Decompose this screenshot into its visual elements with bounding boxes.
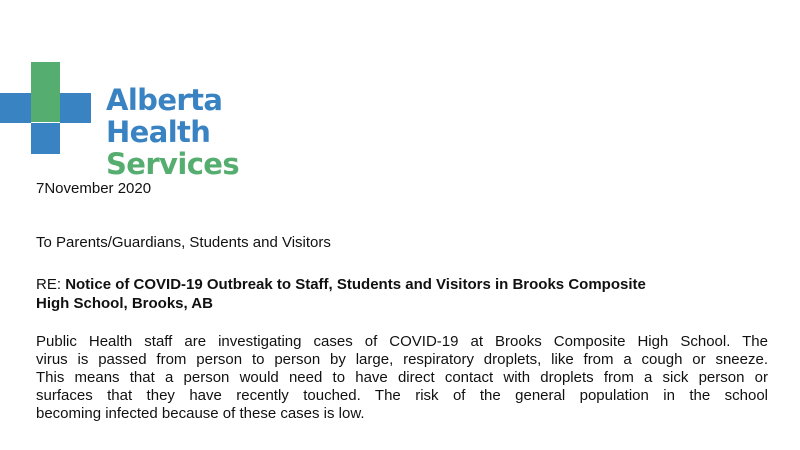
body-line-5: becoming infected because of these cases is low. (36, 405, 365, 422)
ahs-wordmark-line1: Alberta Health (106, 83, 223, 149)
body-line-3: This means that a person would need to have direct contact with droplets from a sick person or (36, 369, 768, 386)
subject-line-1 (36, 275, 646, 294)
letter-salutation: To Parents/Guardians, Students and Visitors (36, 234, 331, 251)
subject-title-part2: High School, Brooks, AB (36, 295, 213, 312)
ahs-wordmark-line2: Services (106, 147, 240, 181)
ahs-cross-icon (0, 62, 96, 154)
subject-re-label: RE: (36, 276, 62, 293)
letter-body-paragraph (36, 333, 768, 423)
letter-subject (36, 275, 646, 313)
body-line-2: virus is passed from person to person by large, respiratory droplets, like from a cough or sneeze. (36, 351, 768, 368)
body-line-1: Public Health staff are investigating cases of COVID-19 at Brooks Composite High School. The (36, 333, 768, 350)
letter-date: 7November 2020 (36, 180, 152, 197)
alberta-health-services-logo (0, 62, 310, 181)
ahs-wordmark (106, 84, 310, 180)
subject-title-part1: Notice of COVID-19 Outbreak to Staff, Students and Visitors in Brooks Composite (65, 276, 646, 293)
body-line-4: surfaces that they have recently touched. The risk of the general population in the school (36, 387, 768, 404)
